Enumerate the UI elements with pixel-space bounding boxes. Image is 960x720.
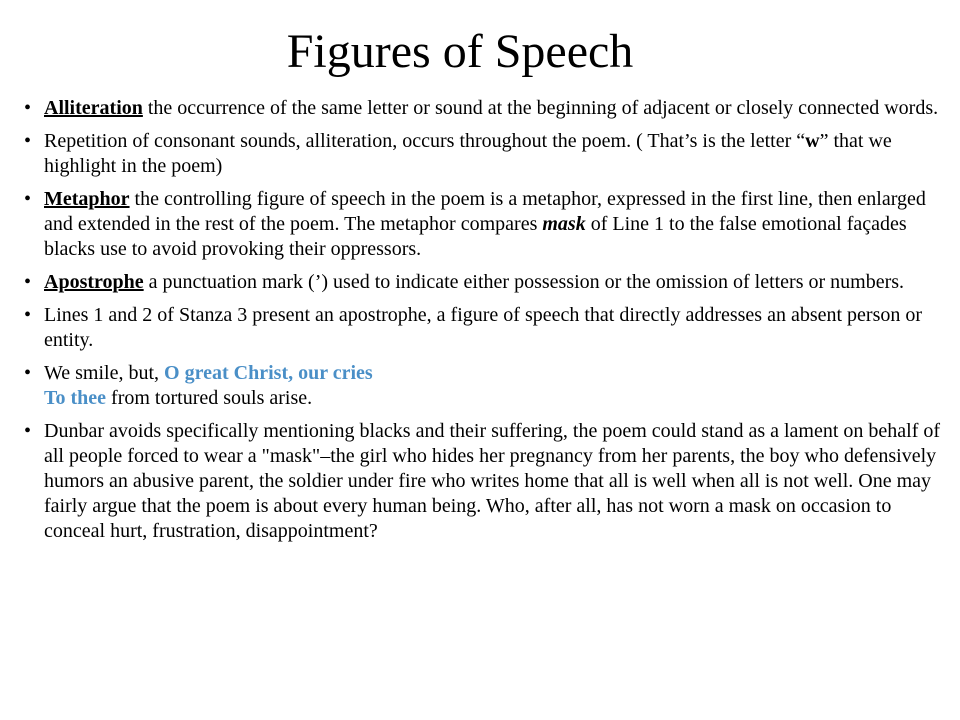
bullet-icon: • [24, 304, 32, 326]
repetition-letter: w [805, 130, 820, 152]
bullet-repetition [24, 129, 944, 179]
term-alliteration: Alliteration [44, 97, 143, 119]
term-metaphor: Metaphor [44, 188, 130, 210]
quote-line1-plain: We smile, but, [44, 362, 165, 384]
quote-line2-plain: from tortured souls arise. [106, 387, 313, 409]
bullet-icon: • [24, 188, 32, 210]
bullet-icon: • [24, 97, 32, 119]
metaphor-text-before: the controlling figure of speech in the poem is a metaphor, expressed in the first line, then enlarged and extended in the rest of the poem. The metaphor compares [44, 188, 926, 235]
bullet-icon: • [24, 271, 32, 293]
bullet-list [24, 96, 944, 552]
bullet-icon: • [24, 362, 32, 384]
bullet-apostrophe [24, 270, 944, 295]
stanza-text: Lines 1 and 2 of Stanza 3 present an apostrophe, a figure of speech that directly addresses an absent person or entity. [44, 304, 923, 351]
bullet-quote [24, 361, 944, 411]
metaphor-text-after: of Line 1 to the false emotional façades blacks use to avoid provoking their oppressors. [44, 213, 907, 260]
alliteration-definition: the occurrence of the same letter or sound at the beginning of adjacent or closely connected words. [142, 97, 939, 119]
bullet-metaphor [24, 187, 944, 262]
apostrophe-definition: a punctuation mark (’) used to indicate either possession or the omission of letters or numbers. [143, 271, 905, 293]
quote-line1-highlight: O great Christ, our cries [164, 362, 373, 384]
quote-line2-highlight: To thee [44, 387, 107, 409]
repetition-text-after: ” that we highlight in the poem) [44, 130, 892, 177]
dunbar-text: Dunbar avoids specifically mentioning blacks and their suffering, the poem could stand as a lament on behalf of all people forced to wear a "mask"–the girl who hides her pregnancy from her parents, the boy who defensively humors an abusive parent, the soldier under fire who writes home that all is well when all is not well. One may fairly argue that the poem is about every human being. Who, after all, has not worn a mask on occasion to conceal hurt, frustration, disappointment? [44, 420, 941, 542]
bullet-stanza [24, 303, 944, 353]
bullet-dunbar [24, 419, 944, 544]
bullet-icon: • [24, 130, 32, 152]
term-apostrophe: Apostrophe [44, 271, 144, 293]
bullet-icon: • [24, 420, 32, 442]
repetition-text-before: Repetition of consonant sounds, alliteration, occurs throughout the poem. ( That’s is the letter “ [44, 130, 806, 152]
bullet-alliteration [24, 96, 944, 121]
page-title: Figures of Speech [286, 25, 634, 78]
metaphor-mask-word: mask [542, 213, 586, 235]
